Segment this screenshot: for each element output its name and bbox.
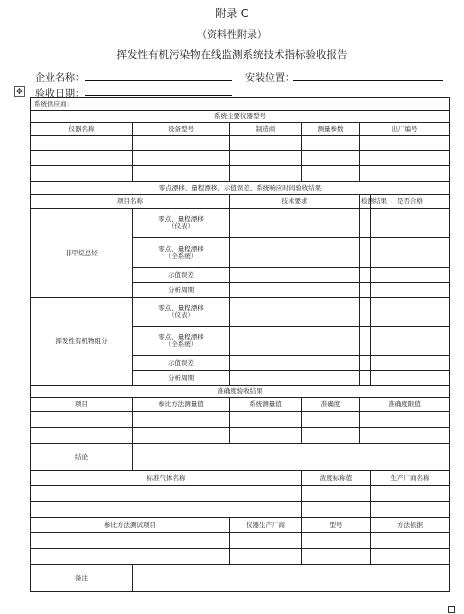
table-row — [31, 151, 450, 166]
accuracy-title-row — [31, 386, 450, 398]
input-cell[interactable] — [230, 151, 302, 166]
input-cell[interactable] — [230, 268, 360, 283]
report-title: 挥发性有机污染物在线监测系统技术指标验收报告 — [116, 49, 348, 61]
supplier-row — [31, 98, 450, 111]
table-row — [31, 428, 450, 444]
item-analysis-cycle: 分析周期 — [133, 283, 230, 298]
input-cell[interactable] — [302, 486, 371, 502]
header-instrument-producer: 仪器生产厂商 — [230, 518, 302, 533]
table-move-handle-icon[interactable]: ✥ — [14, 86, 25, 97]
input-cell[interactable] — [302, 428, 360, 444]
input-cell[interactable] — [302, 166, 360, 182]
appendix-nature: （资料性附录） — [197, 30, 267, 41]
input-cell[interactable] — [371, 268, 450, 283]
input-cell[interactable] — [371, 486, 450, 502]
table-row — [31, 136, 450, 151]
input-cell[interactable] — [371, 298, 450, 327]
item-drift-instrument: 零点、量程漂移 （仪表） — [133, 298, 230, 327]
input-cell[interactable] — [371, 533, 450, 549]
conclusion-row — [31, 444, 450, 471]
accuracy-header-row — [31, 398, 450, 412]
input-cell[interactable] — [230, 533, 302, 549]
header-device-model: 设备型号 — [133, 123, 230, 136]
input-cell[interactable] — [360, 136, 450, 151]
main-instruments-title-row — [31, 111, 450, 123]
table-row — [31, 412, 450, 428]
input-cell[interactable] — [360, 238, 371, 268]
input-cell[interactable] — [302, 136, 360, 151]
input-cell[interactable] — [371, 283, 450, 298]
input-cell[interactable] — [230, 238, 360, 268]
input-cell[interactable] — [371, 327, 450, 356]
input-cell[interactable] — [31, 151, 133, 166]
item-indication-error: 示值误差 — [133, 356, 230, 371]
table-row — [31, 486, 450, 502]
input-cell[interactable] — [302, 549, 371, 565]
input-cell[interactable] — [371, 371, 450, 386]
item-analysis-cycle: 分析周期 — [133, 371, 230, 386]
header-accuracy-limit: 准确度限值 — [360, 398, 450, 412]
header-item-name: 项目名称 — [31, 195, 230, 209]
header-sys-measure: 系统测量值 — [230, 398, 302, 412]
header-instrument-name: 仪器名称 — [31, 123, 133, 136]
input-cell[interactable] — [31, 136, 133, 151]
header-serial-number: 出厂编号 — [360, 123, 450, 136]
input-cell[interactable] — [360, 209, 371, 238]
header-std-gas-name: 标准气体名称 — [31, 471, 302, 486]
header-pass: 是否合格 — [371, 195, 450, 209]
input-cell[interactable] — [360, 412, 450, 428]
item-drift-system: 零点、量程漂移 （全系统） — [133, 327, 230, 356]
input-cell[interactable] — [230, 209, 360, 238]
remarks-label: 备注 — [31, 565, 133, 592]
input-cell[interactable] — [302, 151, 360, 166]
accuracy-title: 准确度验收结果 — [31, 386, 450, 398]
header-measure-param: 测量参数 — [302, 123, 360, 136]
input-cell[interactable] — [133, 151, 230, 166]
input-cell[interactable] — [230, 428, 302, 444]
input-cell[interactable] — [302, 412, 360, 428]
input-cell[interactable] — [371, 238, 450, 268]
item-indication-error: 示值误差 — [133, 268, 230, 283]
reference-instruments-header-row — [31, 518, 450, 533]
input-cell[interactable] — [230, 136, 302, 151]
header-ref-test-item: 参比方法测试项目 — [31, 518, 230, 533]
input-cell[interactable] — [133, 412, 230, 428]
remarks-input[interactable] — [133, 565, 450, 592]
input-cell[interactable] — [360, 327, 371, 356]
input-cell[interactable] — [360, 428, 450, 444]
header-model: 型号 — [302, 518, 371, 533]
input-cell[interactable] — [31, 502, 302, 518]
header-producer-name: 生产厂商名称 — [371, 471, 450, 486]
table-row — [31, 549, 450, 565]
input-cell[interactable] — [302, 502, 371, 518]
input-cell[interactable] — [371, 356, 450, 371]
table-row — [31, 533, 450, 549]
acceptance-date-label: 验收日期： — [35, 89, 85, 100]
group-voc-components: 挥发性有机物组分 — [31, 298, 133, 386]
header-tech-requirement: 技术要求 — [230, 195, 360, 209]
install-location-label: 安装位置： — [245, 73, 295, 84]
input-cell[interactable] — [31, 549, 230, 565]
input-cell[interactable] — [133, 166, 230, 182]
main-instruments-title: 系统主要仪器型号 — [31, 111, 450, 123]
input-cell[interactable] — [360, 371, 371, 386]
item-drift-system: 零点、量程漂移 （全系统） — [133, 238, 230, 268]
acceptance-date-field[interactable] — [85, 95, 232, 96]
header-method-basis: 方法依据 — [371, 518, 450, 533]
input-cell[interactable] — [371, 209, 450, 238]
table-row — [31, 209, 450, 238]
input-cell[interactable] — [360, 298, 371, 327]
input-cell[interactable] — [31, 428, 133, 444]
input-cell[interactable] — [360, 268, 371, 283]
input-cell[interactable] — [230, 371, 360, 386]
input-cell[interactable] — [31, 533, 230, 549]
conclusion-label: 结论 — [31, 444, 133, 471]
input-cell[interactable] — [360, 283, 371, 298]
input-cell[interactable] — [230, 549, 302, 565]
header-manufacturer: 制造商 — [230, 123, 302, 136]
header-ref-measure: 参比方法测量值 — [133, 398, 230, 412]
header-acc-item: 项目 — [31, 398, 133, 412]
main-instruments-header-row — [31, 123, 450, 136]
input-cell[interactable] — [31, 166, 133, 182]
input-cell[interactable] — [371, 502, 450, 518]
input-cell[interactable] — [133, 428, 230, 444]
input-cell[interactable] — [230, 298, 360, 327]
input-cell[interactable] — [360, 166, 450, 182]
performance-header-row — [31, 195, 450, 209]
table-row — [31, 166, 450, 182]
performance-title: 零点漂移、量程漂移、示值误差、系统响应时间验收结果 — [31, 182, 450, 195]
header-nominal-conc: 浓度标称值 — [302, 471, 371, 486]
input-cell[interactable] — [230, 412, 302, 428]
input-cell[interactable] — [133, 136, 230, 151]
conclusion-input[interactable] — [133, 444, 450, 471]
table-row — [31, 502, 450, 518]
standard-gas-header-row — [31, 471, 450, 486]
company-name-field[interactable] — [85, 80, 232, 81]
input-cell[interactable] — [230, 283, 360, 298]
input-cell[interactable] — [230, 166, 302, 182]
group-nmhc: 非甲烷总烃 — [31, 209, 133, 298]
input-cell[interactable] — [31, 486, 302, 502]
input-cell[interactable] — [360, 356, 371, 371]
appendix-label: 附录 C — [215, 7, 249, 20]
supplier-label[interactable]: 系统供应商： — [31, 98, 450, 111]
input-cell[interactable] — [31, 412, 133, 428]
install-location-field[interactable] — [293, 80, 443, 81]
remarks-row — [31, 565, 450, 592]
input-cell[interactable] — [302, 533, 371, 549]
input-cell[interactable] — [230, 356, 360, 371]
table-row — [31, 298, 450, 327]
header-accuracy: 准确度 — [302, 398, 360, 412]
input-cell[interactable] — [371, 549, 450, 565]
input-cell[interactable] — [230, 327, 360, 356]
input-cell[interactable] — [360, 151, 450, 166]
item-drift-instrument: 零点、量程漂移 （仪表） — [133, 209, 230, 238]
header-test-result: 检测结果 — [360, 195, 371, 209]
performance-title-row — [31, 182, 450, 195]
acceptance-report-table — [30, 97, 450, 592]
table-resize-handle-icon[interactable] — [448, 606, 455, 613]
company-name-label: 企业名称： — [35, 73, 85, 84]
